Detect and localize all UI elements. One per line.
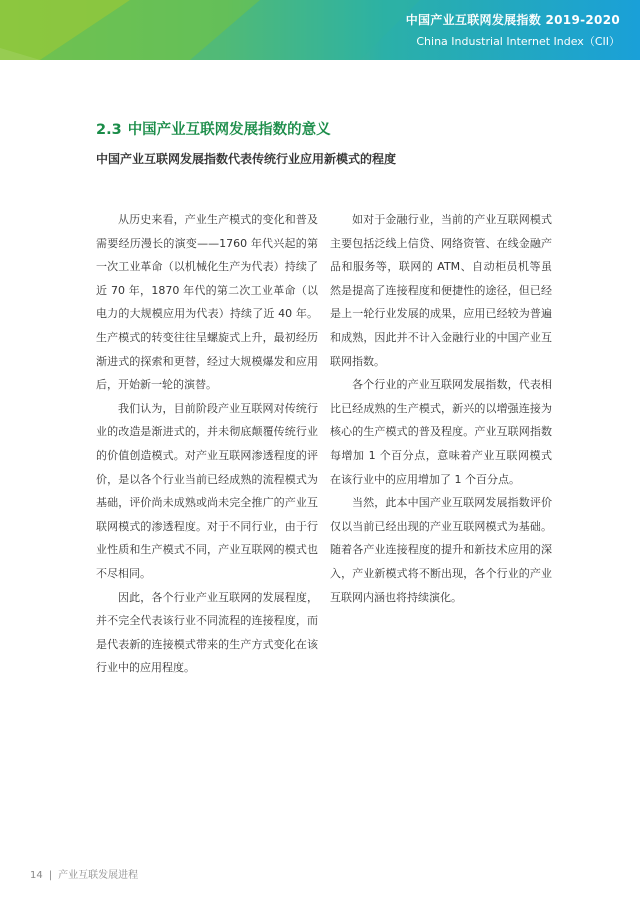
- footer-separator: |: [48, 870, 53, 881]
- section-number: 2.3: [96, 122, 122, 138]
- right-column: [330, 208, 552, 609]
- paragraph: 当然，此本中国产业互联网发展指数评价仅以当前已经出现的产业互联网模式为基础。随着各产业连接程度的提升和新技术应用的深入，产业新模式将不断出现，各个行业的产业互联网内涵也将持续演化。: [330, 496, 552, 604]
- paragraph: 如对于金融行业，当前的产业互联网模式主要包括泛线上信贷、网络资管、在线金融产品和服务等，联网的 ATM、自动柜员机等虽然是提高了连接程度和便捷性的途径，但已经是上一轮行业发展的成果，应用已经较为普遍和成熟，因此并不计入金融行业的中国产业互联网指数。: [330, 213, 552, 368]
- section-heading: [96, 118, 331, 139]
- section-subtitle: 中国产业互联网发展指数代表传统行业应用新模式的程度: [96, 152, 397, 166]
- page-number: 14: [30, 870, 43, 881]
- paragraph: 各个行业的产业互联网发展指数，代表相比已经成熟的生产模式，新兴的以增强连接为核心的生产模式的普及程度。产业互联网指数每增加 1 个百分点，意味着产业互联网模式在该行业中的应用增加了 1 个百分点。: [330, 378, 552, 486]
- paragraph: 我们认为，目前阶段产业互联网对传统行业的改造是渐进式的，并未彻底颠覆传统行业的价值创造模式。对产业互联网渗透程度的评价，是以各个行业当前已经成熟的流程模式为基础，评价尚未成熟或尚未完全推广的产业互联网模式的渗透程度。对于不同行业，由于行业性质和生产模式不同，产业互联网的模式也不尽相同。: [96, 401, 318, 580]
- report-title: 中国产业互联网发展指数 2019-2020: [405, 13, 620, 27]
- report-subtitle: China Industrial Internet Index（CII）: [416, 35, 620, 48]
- left-column: [96, 208, 318, 680]
- section-title: 中国产业互联网发展指数的意义: [127, 122, 331, 138]
- header-banner-shape: [0, 0, 640, 60]
- header-banner: [0, 0, 640, 60]
- paragraph: 因此，各个行业产业互联网的发展程度，并不完全代表该行业不同流程的连接程度，而是代表新的连接模式带来的生产方式变化在该行业中的应用程度。: [96, 590, 318, 675]
- chapter-name: 产业互联发展进程: [58, 870, 139, 881]
- page-footer: [30, 866, 138, 881]
- paragraph: 从历史来看，产业生产模式的变化和普及需要经历漫长的演变——1760 年代兴起的第一次工业革命（以机械化生产为代表）持续了近 70 年，1870 年代的第二次工业革命（以电力的大规模应用为代表）持续了近 40 年。生产模式的转变往往呈螺旋式上升，最初经历渐进式的探索和更替，经过大规模爆发和应用后，开始新一轮的演替。: [96, 213, 318, 392]
